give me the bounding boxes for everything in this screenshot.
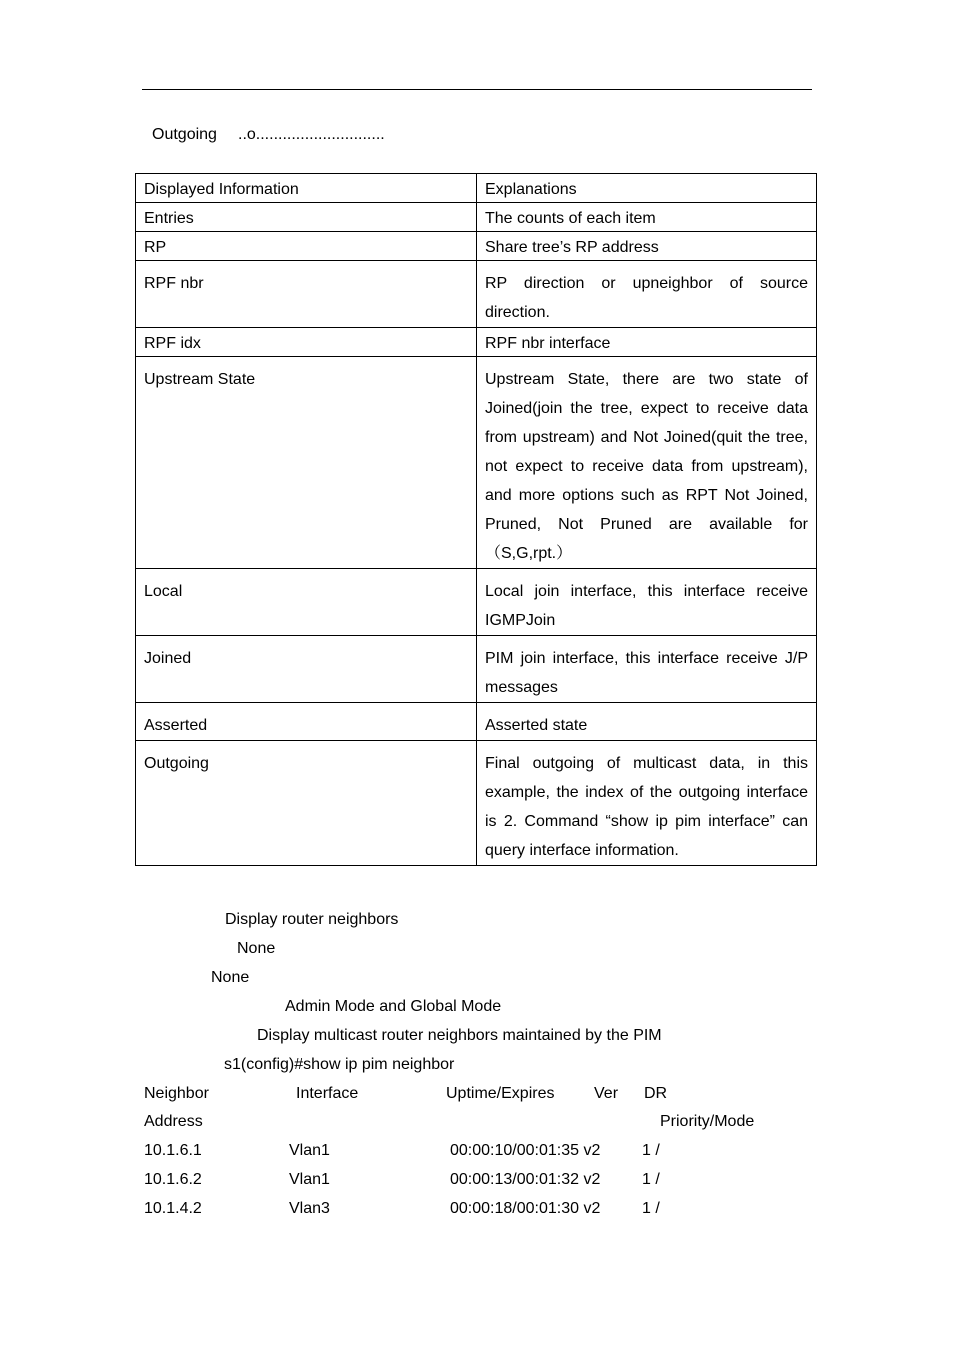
row-explanation: PIM join interface, this interface receive J/P messages: [477, 636, 817, 703]
priority-mode-header: Priority/Mode: [660, 1113, 755, 1130]
neighbor-interface: Vlan3: [289, 1200, 330, 1217]
row-explanation: Local join interface, this interface receive IGMPJoin: [477, 569, 817, 636]
command-mode: Admin Mode and Global Mode: [285, 998, 502, 1015]
command-parameter: None: [237, 940, 276, 957]
header-explanations: Explanations: [477, 174, 817, 203]
dr-header: DR: [644, 1085, 668, 1102]
table-row: [136, 741, 817, 866]
row-info: RPF nbr: [136, 261, 477, 328]
ver-header: Ver: [594, 1085, 619, 1102]
neighbor-address: 10.1.4.2: [144, 1200, 202, 1217]
row-explanation: Final outgoing of multicast data, in this example, the index of the outgoing interface is 2. Command “show ip pim interface” can query interface information.: [477, 741, 817, 866]
table-row: [136, 328, 817, 357]
row-info: Outgoing: [136, 741, 477, 866]
header-displayed-information: Displayed Information: [136, 174, 477, 203]
neighbor-uptime: 00:00:13/00:01:32 v2: [450, 1171, 601, 1188]
row-info: RP: [136, 232, 477, 261]
address-header: Address: [144, 1113, 203, 1130]
neighbor-interface: Vlan1: [289, 1171, 330, 1188]
table-row: [136, 357, 817, 569]
table-row: [136, 703, 817, 741]
uptime-header: Uptime/Expires: [446, 1085, 555, 1102]
neighbor-address: 10.1.6.2: [144, 1171, 202, 1188]
row-info: Local: [136, 569, 477, 636]
row-explanation: The counts of each item: [477, 203, 817, 232]
table-row: [136, 203, 817, 232]
row-explanation: Share tree’s RP address: [477, 232, 817, 261]
row-info: Upstream State: [136, 357, 477, 569]
neighbor-dr: 1 /: [642, 1200, 660, 1217]
neighbor-dr: 1 /: [642, 1171, 660, 1188]
command-usage: Display multicast router neighbors maintained by the PIM: [257, 1027, 662, 1044]
neighbor-uptime: 00:00:18/00:01:30 v2: [450, 1200, 601, 1217]
outgoing-value: ..o.............................: [238, 126, 385, 143]
table-header-row: [136, 174, 817, 203]
command-default: None: [211, 969, 250, 986]
neighbor-address: 10.1.6.1: [144, 1142, 202, 1159]
row-explanation: Asserted state: [477, 703, 817, 741]
command-example: s1(config)#show ip pim neighbor: [224, 1056, 455, 1073]
display-info-table: [135, 173, 817, 866]
outgoing-label: Outgoing: [152, 126, 217, 143]
neighbor-dr: 1 /: [642, 1142, 660, 1159]
neighbor-uptime: 00:00:10/00:01:35 v2: [450, 1142, 601, 1159]
row-explanation: RP direction or upneighbor of source direction.: [477, 261, 817, 328]
row-info: Entries: [136, 203, 477, 232]
table-row: [136, 569, 817, 636]
row-explanation: RPF nbr interface: [477, 328, 817, 357]
command-function: Display router neighbors: [225, 911, 399, 928]
interface-header: Interface: [296, 1085, 359, 1102]
row-info: Asserted: [136, 703, 477, 741]
row-explanation: Upstream State, there are two state of Joined(join the tree, expect to receive data from upstream) and Not Joined(quit the tree, not expect to receive data from upstream), and more options such as RPT Not Joined, Pruned, Not Pruned are available for（S,G,rpt.）: [477, 357, 817, 569]
table-row: [136, 636, 817, 703]
row-info: RPF idx: [136, 328, 477, 357]
row-info: Joined: [136, 636, 477, 703]
neighbor-header: Neighbor: [144, 1085, 209, 1102]
header-rule: [142, 89, 812, 90]
table-row: [136, 232, 817, 261]
neighbor-interface: Vlan1: [289, 1142, 330, 1159]
table-row: [136, 261, 817, 328]
